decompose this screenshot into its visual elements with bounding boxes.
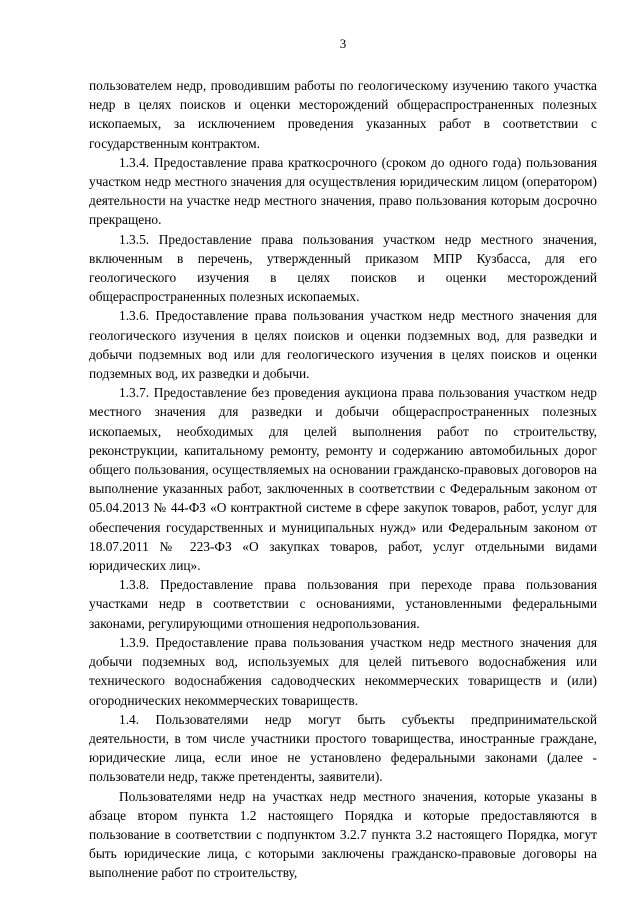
paragraph-1-3-8: 1.3.8. Предоставление права пользования при переходе права пользования участками недр в соответствии с основаниями, установленными федеральными законами, регулирующими отношения недропользования. bbox=[89, 577, 597, 631]
page-number: 3 bbox=[339, 36, 347, 51]
paragraph-1-4: 1.4. Пользователями недр могут быть субъекты предпринимательской деятельности, в том числе участники простого товарищества, иностранные граждане, юридические лица, если иное не установлено федеральными законами (далее - пользователи недр, также претенденты, заявители). bbox=[89, 711, 597, 785]
document-page bbox=[89, 36, 597, 883]
paragraph-continuation: пользователем недр, проводившим работы по геологическому изучению такого участка недр в целях поисков и оценки месторождений общераспространенных полезных ископаемых, за исключением проведения указанных работ в соответствии с государственным контрактом. bbox=[89, 78, 597, 151]
paragraph-subsoil-users: Пользователями недр на участках недр местного значения, которые указаны в абзаце втором пункта 1.2 настоящего Порядка и которые предоставляются в пользование в соответствии с подпунктом 3.2.7 пункта 3.2 настоящего Порядка, могут быть юридические лица, с которыми заключены гражданско-правовые договоры на выполнение работ по строительству, bbox=[89, 788, 597, 881]
paragraph-1-3-6: 1.3.6. Предоставление права пользования участком недр местного значения для геологического изучения в целях поисков и оценки подземных вод, для разведки и добычи подземных вод или для геологического изучения в целях поисков и оценки подземных вод, их разведки и добычи. bbox=[89, 308, 597, 382]
paragraph-1-3-9: 1.3.9. Предоставление права пользования участком недр местного значения для добычи подземных вод, используемых для целей питьевого водоснабжения или технического водоснабжения садоводческих некоммерческих товариществ и (или) огороднических некоммерческих товариществ. bbox=[89, 634, 597, 708]
paragraph-1-3-4: 1.3.4. Предоставление права краткосрочного (сроком до одного года) пользования участком недр местного значения для осуществления юридическим лицом (оператором) деятельности на участке недр местного значения, право пользования которым досрочно прекращено. bbox=[89, 154, 597, 228]
paragraph-1-3-7: 1.3.7. Предоставление без проведения аукциона права пользования участком недр местного значения для разведки и добычи общераспространенных полезных ископаемых, необходимых для целей выполнения работ по строительству, реконструкции, капитальному ремонту, ремонту и содержанию автомобильных дорог общего пользования, осуществляемых на основании гражданско-правовых договоров на выполнение указанных работ, заключенных в соответствии с Федеральным законом от 05.04.2013 № 44-ФЗ «О контрактной системе в сфере закупок товаров, работ, услуг для обеспечения государственных и муниципальных нужд» или Федеральным законом от 18.07.2011 № 223-ФЗ «О закупках товаров, работ, услуг отдельными видами юридических лиц». bbox=[89, 385, 597, 574]
paragraph-1-3-5: 1.3.5. Предоставление права пользования участком недр местного значения, включенным в перечень, утвержденный приказом МПР Кузбасса, для его геологического изучения в целях поисков и оценки месторождений общераспространенных полезных ископаемых. bbox=[89, 231, 597, 305]
